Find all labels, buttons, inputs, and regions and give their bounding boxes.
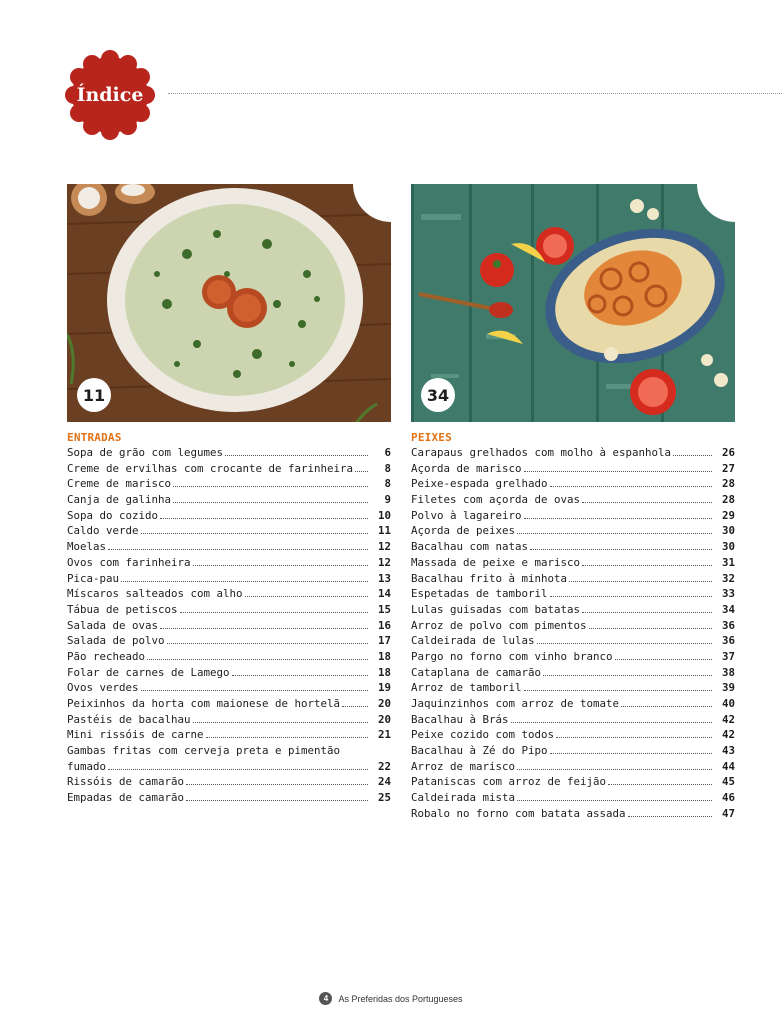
toc-entry-page: 30 <box>721 524 735 538</box>
toc-entry[interactable] <box>411 555 735 571</box>
dot-leader <box>550 753 712 754</box>
entradas-column <box>67 430 391 806</box>
toc-entry-page: 16 <box>377 618 391 632</box>
lulas-guisadas-photo <box>411 184 735 422</box>
toc-entry-title: Jaquinzinhos com arroz de tomate <box>411 697 620 710</box>
dot-leader <box>225 455 368 456</box>
dot-leader <box>167 643 368 644</box>
dot-leader <box>517 533 712 534</box>
toc-entry-title: Sopa de grão com legumes <box>67 446 224 459</box>
dot-leader <box>147 659 368 660</box>
toc-entry-title: Pastéis de bacalhau <box>67 712 191 726</box>
toc-entry-page: 31 <box>721 555 735 569</box>
dot-leader <box>173 502 368 503</box>
toc-entry-title: Pão recheado <box>67 649 146 663</box>
toc-entry[interactable] <box>411 523 735 539</box>
dot-leader <box>186 800 368 801</box>
dot-leader <box>160 518 368 519</box>
toc-entry[interactable] <box>67 523 391 539</box>
toc-entry-title: Arroz de polvo com pimentos <box>411 618 587 632</box>
toc-entry-title: Massada de peixe e marisco <box>411 555 581 569</box>
toc-entry-page: 22 <box>377 759 391 773</box>
toc-entry-page: 46 <box>721 791 735 805</box>
toc-entry-title: Ovos verdes <box>67 681 139 695</box>
header-dotted-rule <box>168 93 782 94</box>
toc-entry-title: Pargo no forno com vinho branco <box>411 649 613 663</box>
toc-entry-title: Robalo no forno com batata assada <box>411 806 626 820</box>
dot-leader <box>589 628 712 629</box>
footer-book-title: As Preferidas dos Portugueses <box>338 993 463 1004</box>
toc-entry[interactable] <box>67 665 391 681</box>
dot-leader <box>517 769 712 770</box>
toc-entry-title: Lulas guisadas com batatas <box>411 602 581 616</box>
toc-entry[interactable] <box>411 445 735 461</box>
dot-leader <box>173 486 368 487</box>
dot-leader <box>524 471 712 472</box>
toc-entry-page: 30 <box>721 540 735 554</box>
entradas-list <box>67 445 391 743</box>
toc-entry[interactable] <box>411 806 735 822</box>
toc-entry-title: Bacalhau à Brás <box>411 712 509 726</box>
toc-entry[interactable] <box>411 571 735 587</box>
toc-entry-title: Folar de carnes de Lamego <box>67 665 230 679</box>
dot-leader <box>530 549 712 550</box>
toc-entry-page: 36 <box>721 618 735 632</box>
toc-entry-title: Carapaus grelhados com molho à espanhola <box>411 446 672 459</box>
toc-entry[interactable] <box>411 712 735 728</box>
toc-entry-page: 47 <box>721 806 735 820</box>
toc-entry-page: 43 <box>721 744 735 758</box>
caldo-verde-photo <box>67 184 391 422</box>
dot-leader <box>569 581 712 582</box>
toc-entry[interactable] <box>67 790 391 806</box>
toc-entry-page: 32 <box>721 571 735 585</box>
toc-entry-page: 24 <box>377 775 391 789</box>
toc-entry[interactable] <box>67 555 391 571</box>
dot-leader <box>582 612 712 613</box>
dot-leader <box>141 533 368 534</box>
toc-entry-page: 18 <box>377 649 391 663</box>
toc-entry-page: 38 <box>721 665 735 679</box>
dot-leader <box>121 581 368 582</box>
dot-leader <box>524 518 712 519</box>
toc-entry[interactable] <box>67 680 391 696</box>
toc-entry-title: Tábua de petiscos <box>67 602 178 616</box>
toc-entry[interactable] <box>411 539 735 555</box>
dot-leader <box>550 486 712 487</box>
toc-entry[interactable] <box>411 680 735 696</box>
toc-entry-title: Arroz de tamboril <box>411 681 522 695</box>
toc-entry-title: Salada de ovas <box>67 618 159 632</box>
toc-entry[interactable] <box>67 586 391 602</box>
toc-entry-page: 12 <box>377 555 391 569</box>
dot-leader <box>673 455 712 456</box>
toc-entry-page: 13 <box>377 571 391 585</box>
toc-entry-page: 8 <box>384 477 391 491</box>
toc-entry-title: fumado <box>67 759 107 773</box>
toc-entry-title: Peixe cozido com todos <box>411 728 555 742</box>
toc-entry[interactable] <box>411 461 735 477</box>
toc-entry[interactable] <box>411 759 735 775</box>
dot-leader <box>355 471 368 472</box>
dot-leader <box>245 596 368 597</box>
toc-entry[interactable] <box>67 618 391 634</box>
toc-entry[interactable] <box>411 696 735 712</box>
toc-entry[interactable] <box>411 665 735 681</box>
toc-entry[interactable] <box>67 649 391 665</box>
toc-entry[interactable] <box>411 508 735 524</box>
toc-entry-page: 15 <box>377 602 391 616</box>
dot-leader <box>342 706 368 707</box>
toc-entry[interactable] <box>67 759 391 775</box>
toc-entry-title: Canja de galinha <box>67 493 172 507</box>
photo-page-number: 11 <box>77 378 111 412</box>
toc-entry-title: Rissóis de camarão <box>67 775 185 789</box>
peixes-column <box>411 430 735 822</box>
section-heading-entradas: ENTRADAS <box>67 431 122 444</box>
toc-entry-page: 9 <box>384 493 391 507</box>
toc-entry-title: Mini rissóis de carne <box>67 728 204 742</box>
dot-leader <box>621 706 712 707</box>
toc-entry-page: 18 <box>377 665 391 679</box>
toc-entry-page: 26 <box>721 446 735 459</box>
toc-entry-title: Creme de marisco <box>67 477 172 491</box>
dot-leader <box>193 722 368 723</box>
toc-entry-page: 37 <box>721 649 735 663</box>
toc-entry[interactable] <box>411 492 735 508</box>
dot-leader <box>232 675 368 676</box>
toc-entry[interactable] <box>411 586 735 602</box>
toc-entry[interactable] <box>67 571 391 587</box>
toc-entry-page: 34 <box>721 602 735 616</box>
toc-entry[interactable] <box>411 602 735 618</box>
index-title-badge <box>64 49 156 141</box>
toc-entry-title: Pica-pau <box>67 571 120 585</box>
toc-entry-title: Moelas <box>67 540 107 554</box>
toc-entry[interactable] <box>67 445 391 461</box>
toc-entry[interactable] <box>67 633 391 649</box>
toc-entry[interactable] <box>67 696 391 712</box>
toc-entry-page: 25 <box>377 791 391 805</box>
toc-entry-page: 14 <box>377 587 391 601</box>
toc-entry-page: 20 <box>377 697 391 710</box>
dot-leader <box>608 784 712 785</box>
entradas-list-continued <box>67 774 391 805</box>
toc-entry-title: Pataniscas com arroz de feijão <box>411 775 607 789</box>
toc-entry-title: Cataplana de camarão <box>411 665 542 679</box>
dot-leader <box>517 800 712 801</box>
toc-entry-page: 42 <box>721 712 735 726</box>
toc-entry-title: Caldeirada mista <box>411 791 516 805</box>
dot-leader <box>628 816 712 817</box>
toc-entry-page: 28 <box>721 477 735 491</box>
dot-leader <box>193 565 368 566</box>
toc-entry-title: Peixe-espada grelhado <box>411 477 548 491</box>
dot-leader <box>524 690 712 691</box>
toc-entry-wrapped-line1[interactable]: Gambas fritas com cerveja preta e pimentão <box>67 744 341 758</box>
peixes-list <box>411 445 735 822</box>
toc-entry-title: Creme de ervilhas com crocante de farinheira <box>67 461 354 475</box>
dot-leader <box>180 612 368 613</box>
toc-entry[interactable] <box>411 618 735 634</box>
dot-leader <box>550 596 712 597</box>
toc-entry-title: Bacalhau à Zé do Pipo <box>411 744 548 758</box>
toc-entry-page: 11 <box>377 524 391 538</box>
toc-entry[interactable] <box>411 633 735 649</box>
toc-entry-page: 33 <box>721 587 735 601</box>
toc-entry[interactable] <box>67 774 391 790</box>
toc-entry[interactable] <box>67 476 391 492</box>
dot-leader <box>582 565 712 566</box>
dot-leader <box>108 769 368 770</box>
toc-entry-title: Açorda de marisco <box>411 461 522 475</box>
toc-entry-page: 19 <box>377 681 391 695</box>
dot-leader <box>186 784 368 785</box>
toc-entry[interactable] <box>67 461 391 477</box>
toc-entry-page: 17 <box>377 634 391 648</box>
toc-entry-title: Filetes com açorda de ovas <box>411 493 581 507</box>
toc-entry[interactable] <box>411 727 735 743</box>
toc-entry-title: Açorda de peixes <box>411 524 516 538</box>
footer-page-number: 4 <box>319 992 332 1005</box>
toc-entry-page: 45 <box>721 775 735 789</box>
toc-entry-page: 36 <box>721 634 735 648</box>
toc-entry-title: Sopa do cozido <box>67 508 159 522</box>
toc-entry-title: Salada de polvo <box>67 634 165 648</box>
toc-entry-title: Espetadas de tamboril <box>411 587 548 601</box>
toc-entry-title: Caldeirada de lulas <box>411 634 535 648</box>
toc-entry[interactable] <box>411 774 735 790</box>
toc-entry-title: Arroz de marisco <box>411 759 516 773</box>
toc-entry-title: Polvo à lagareiro <box>411 508 522 522</box>
dot-leader <box>537 643 712 644</box>
toc-entry-page: 6 <box>384 446 391 459</box>
toc-entry[interactable] <box>67 492 391 508</box>
toc-entry[interactable] <box>67 539 391 555</box>
toc-entry-title: Peixinhos da horta com maionese de hortelã <box>67 697 341 710</box>
page-footer <box>0 992 782 1005</box>
toc-entry-page: 20 <box>377 712 391 726</box>
toc-entry-title: Ovos com farinheira <box>67 555 191 569</box>
toc-entry[interactable] <box>411 649 735 665</box>
toc-entry-title: Empadas de camarão <box>67 791 185 805</box>
toc-entry[interactable] <box>67 508 391 524</box>
dot-leader <box>615 659 712 660</box>
toc-entry-title: Caldo verde <box>67 524 139 538</box>
toc-entry-page: 28 <box>721 493 735 507</box>
dot-leader <box>582 502 712 503</box>
page-title: Índice <box>76 84 144 106</box>
photo-page-number: 34 <box>421 378 455 412</box>
toc-entry[interactable] <box>411 743 735 759</box>
toc-entry-page: 42 <box>721 728 735 742</box>
toc-entry-title: Bacalhau frito à minhota <box>411 571 568 585</box>
toc-entry-page: 29 <box>721 508 735 522</box>
toc-entry[interactable] <box>67 602 391 618</box>
toc-entry[interactable] <box>67 727 391 743</box>
toc-entry[interactable] <box>411 790 735 806</box>
toc-entry-page: 39 <box>721 681 735 695</box>
toc-entry-title: Bacalhau com natas <box>411 540 529 554</box>
toc-entry-page: 21 <box>377 728 391 742</box>
toc-entry-page: 8 <box>384 461 391 475</box>
toc-entry-page: 44 <box>721 759 735 773</box>
dot-leader <box>543 675 712 676</box>
toc-entry-title: Míscaros salteados com alho <box>67 587 243 601</box>
dot-leader <box>556 737 712 738</box>
section-heading-peixes: PEIXES <box>411 431 452 444</box>
toc-entry[interactable] <box>67 712 391 728</box>
dot-leader <box>511 722 712 723</box>
toc-entry-page: 12 <box>377 540 391 554</box>
toc-entry-page: 40 <box>721 697 735 710</box>
dot-leader <box>108 549 368 550</box>
toc-entry[interactable] <box>411 476 735 492</box>
dot-leader <box>160 628 368 629</box>
dot-leader <box>141 690 368 691</box>
toc-entry-page: 10 <box>377 508 391 522</box>
dot-leader <box>206 737 368 738</box>
toc-entry-page: 27 <box>721 461 735 475</box>
